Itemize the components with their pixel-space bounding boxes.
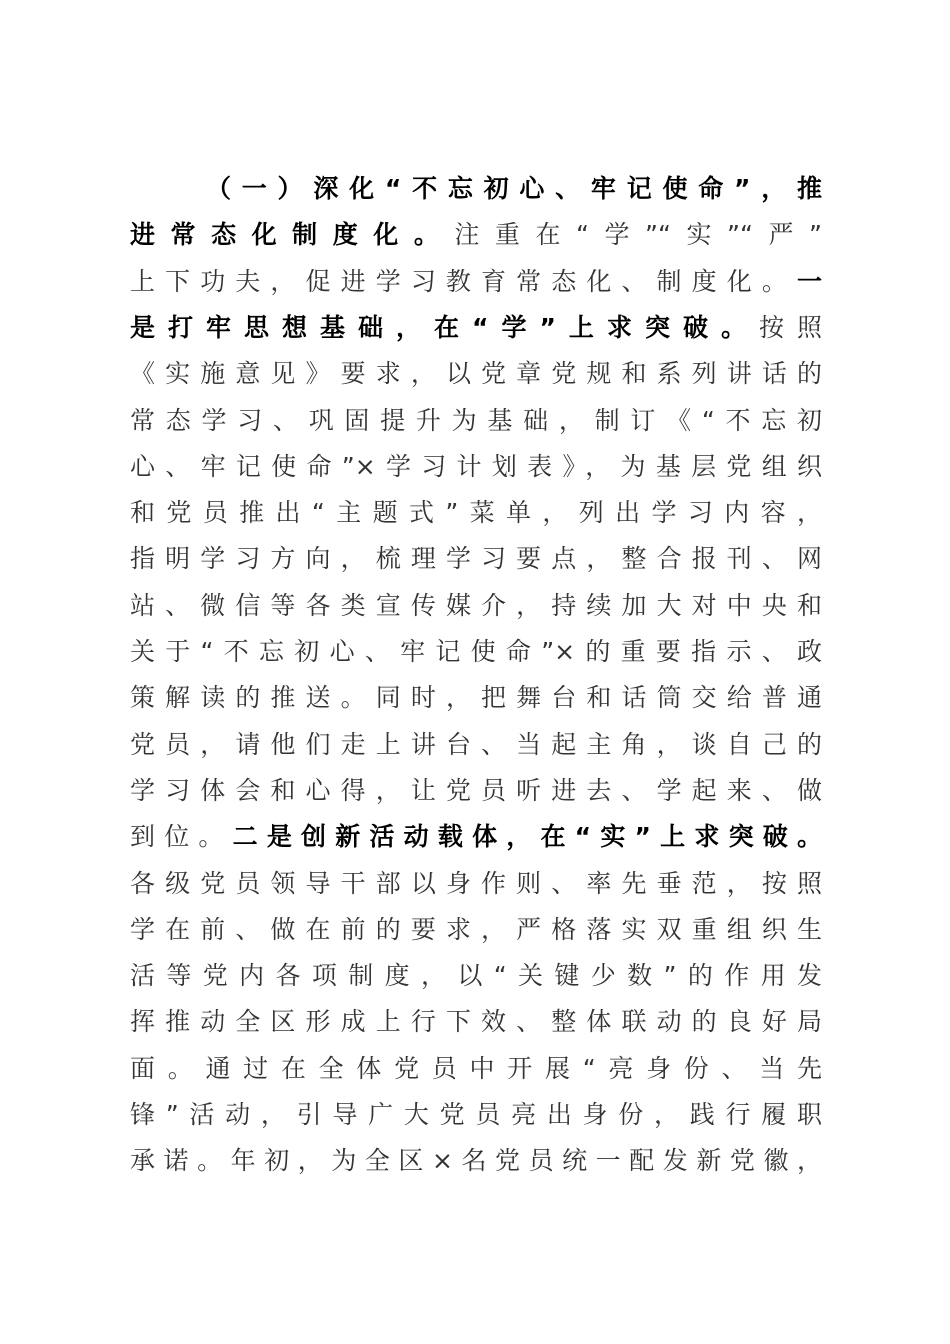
text-segment: 学在前、做在前的要求，严格落实双重组织生 [130, 914, 822, 944]
text-line [130, 351, 822, 397]
text-line [130, 675, 822, 721]
text-segment: 心、牢记使命”×学习计划表》，为基层党组织 [130, 451, 822, 481]
text-line [130, 444, 822, 490]
text-line [130, 212, 822, 258]
text-segment: 常态学习、巩固提升为基础，制订《“不忘初 [130, 405, 822, 435]
text-line [130, 536, 822, 582]
bold-text-segment: 进常态化制度化。 [130, 220, 455, 250]
text-segment: 学习体会和心得，让党员听进去、学起来、做 [130, 775, 822, 805]
text-segment: 指明学习方向，梳理学习要点，整合报刊、网 [130, 544, 822, 574]
text-line [130, 1138, 822, 1184]
bold-text-segment: 一 [796, 266, 822, 296]
text-line [130, 999, 822, 1045]
bold-text-segment: 是打牢思想基础，在“学”上求突破。 [130, 312, 759, 342]
text-line [130, 629, 822, 675]
text-segment: 各级党员领导干部以身作则、率先垂范，按照 [130, 868, 822, 898]
text-segment: 和党员推出“主题式”菜单，列出学习内容， [130, 498, 822, 528]
text-line [130, 953, 822, 999]
text-segment: 按照 [758, 312, 822, 342]
text-line [130, 861, 822, 907]
text-line [130, 583, 822, 629]
text-line [206, 166, 822, 212]
text-segment: 关于“不忘初心、牢记使命”×的重要指示、政 [130, 637, 822, 666]
text-line [130, 259, 822, 305]
text-line [130, 907, 822, 953]
text-segment: 到位。 [130, 822, 233, 852]
text-segment: 承诺。年初，为全区×名党员统一配发新党徽， [130, 1146, 822, 1176]
bold-text-segment: （一）深化“不忘初心、牢记使命”，推 [206, 174, 822, 203]
bold-text-segment: 二是创新活动载体，在“实”上求突破。 [232, 822, 822, 852]
text-line [130, 722, 822, 768]
text-line [130, 398, 822, 444]
text-segment: 活等党内各项制度，以“关键少数”的作用发 [130, 961, 822, 991]
text-segment: 注重在“学”“实”“严” [454, 220, 822, 250]
text-segment: 党员，请他们走上讲台、当起主角，谈自己的 [130, 729, 822, 759]
text-line [130, 1046, 822, 1092]
text-segment: 挥推动全区形成上行下效、整体联动的良好局 [130, 1007, 822, 1037]
text-segment: 锋”活动，引导广大党员亮出身份，践行履职 [130, 1100, 822, 1129]
text-line [130, 768, 822, 814]
text-segment: 上下功夫，促进学习教育常态化、制度化。 [130, 266, 797, 296]
text-segment: 《实施意见》要求，以党章党规和系列讲话的 [130, 359, 822, 389]
text-line [130, 814, 822, 860]
text-line [130, 1092, 822, 1138]
text-line [130, 305, 822, 351]
text-segment: 策解读的推送。同时，把舞台和话筒交给普通 [130, 683, 822, 713]
text-segment: 站、微信等各类宣传媒介，持续加大对中央和 [130, 590, 822, 620]
text-line [130, 490, 822, 536]
text-segment: 面。通过在全体党员中开展“亮身份、当先 [130, 1053, 822, 1083]
